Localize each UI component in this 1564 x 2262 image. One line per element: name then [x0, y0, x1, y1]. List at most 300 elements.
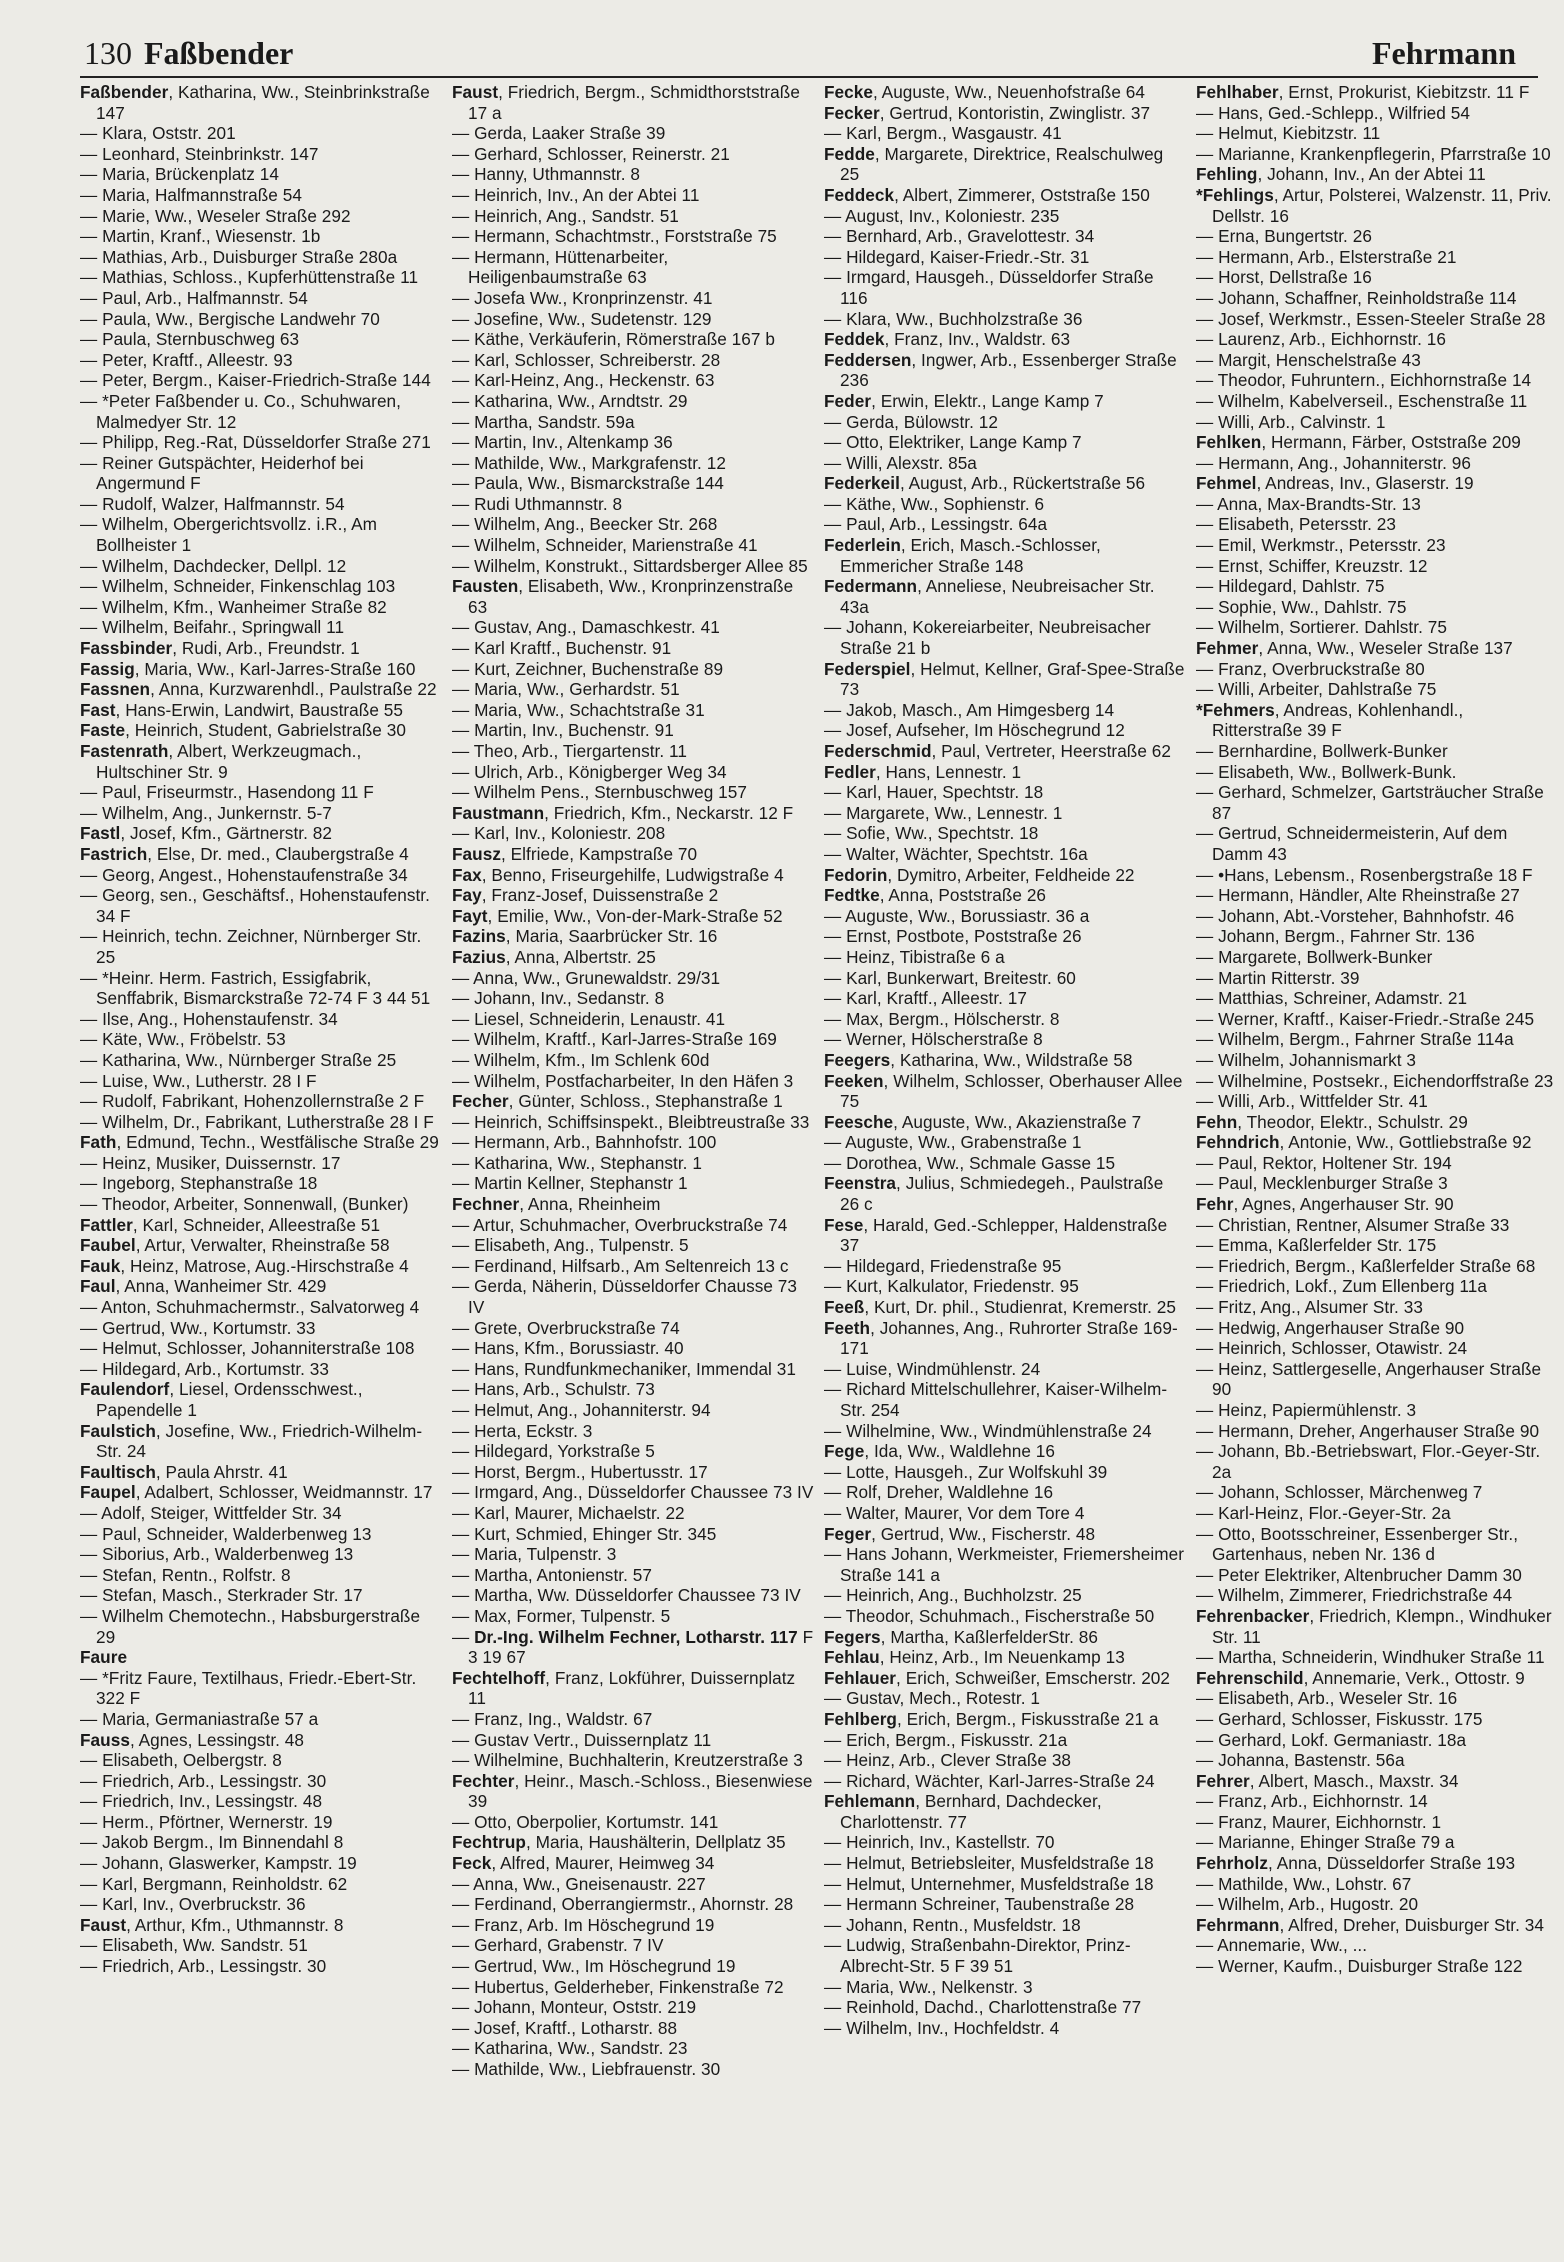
directory-entry: Fege, Ida, Ww., Waldlehne 16 — [824, 1441, 1056, 1462]
directory-entry: — Wilhelm, Sortierer. Dahlstr. 75 — [1196, 617, 1447, 638]
directory-entry: — Grete, Overbruckstraße 74 — [452, 1317, 680, 1338]
directory-entry: — Hedwig, Angerhauser Straße 90 — [1196, 1317, 1465, 1338]
directory-entry: — Laurenz, Arb., Eichhornstr. 16 — [1196, 329, 1446, 350]
directory-entry: — Katharina, Ww., Arndtstr. 29 — [452, 390, 688, 411]
directory-entry: Fast, Hans-Erwin, Landwirt, Baustraße 55 — [80, 699, 403, 720]
directory-entry: — Theodor, Arbeiter, Sonnenwall, (Bunker) — [80, 1194, 409, 1215]
directory-entry: — Gustav, Mech., Rotestr. 1 — [824, 1688, 1040, 1709]
directory-entry: — Johann, Schaffner, Reinholdstraße 114 — [1196, 287, 1517, 308]
directory-entry: — Franz, Arb., Eichhornstr. 14 — [1196, 1791, 1428, 1812]
directory-entry: Fauss, Agnes, Lessingstr. 48 — [80, 1729, 305, 1750]
directory-entry: Faulstich, Josefine, Ww., Friedrich-Wilhelm-Str. 24 — [80, 1420, 423, 1462]
directory-entry: — Emil, Werkmstr., Petersstr. 23 — [1196, 535, 1446, 556]
directory-entry: — Gerhard, Schlosser, Fiskusstr. 175 — [1196, 1708, 1483, 1729]
directory-entry: — Karl, Maurer, Michaelstr. 22 — [452, 1502, 685, 1523]
directory-entry: — Maria, Ww., Schachtstraße 31 — [452, 699, 705, 720]
directory-entry: — Gerda, Laaker Straße 39 — [452, 123, 666, 144]
directory-entry: — Heinz, Papiermühlenstr. 3 — [1196, 1400, 1417, 1420]
directory-entry: — Werner, Kaufm., Duisburger Straße 122 — [1196, 1956, 1523, 1977]
directory-entry: — Auguste, Ww., Grabenstraße 1 — [824, 1132, 1082, 1153]
directory-entry: — Maria, Halfmannstraße 54 — [80, 184, 302, 205]
directory-entry: Fehrenschild, Annemarie, Verk., Ottostr. 9 — [1196, 1667, 1525, 1688]
directory-entry: — Karl, Kraftf., Alleestr. 17 — [824, 988, 1028, 1009]
directory-entry: Fehmer, Anna, Ww., Weseler Straße 137 — [1196, 638, 1513, 659]
directory-entry: — Matthias, Schreiner, Adamstr. 21 — [1196, 988, 1468, 1009]
directory-entry: *Fehlings, Artur, Polsterei, Walzenstr. 11, Priv. Dellstr. 16 — [1196, 184, 1557, 226]
directory-entry: Fehr, Agnes, Angerhauser Str. 90 — [1196, 1194, 1454, 1215]
directory-entry: Feesche, Auguste, Ww., Akazienstraße 7 — [824, 1111, 1142, 1132]
directory-entry: — Willi, Arb., Calvinstr. 1 — [1196, 411, 1386, 432]
directory-entry: — Anna, Max-Brandts-Str. 13 — [1196, 493, 1421, 514]
directory-entry: — Elisabeth, Oelbergstr. 8 — [80, 1750, 282, 1771]
directory-entry: — Anton, Schuhmachermstr., Salvatorweg 4 — [80, 1297, 420, 1318]
directory-entry: Fehndrich, Antonie, Ww., Gottliebstraße 92 — [1196, 1132, 1532, 1153]
directory-entry: — Wilhelm, Zimmerer, Friedrichstraße 44 — [1196, 1585, 1513, 1606]
directory-entry: — Annemarie, Ww., ... — [1196, 1935, 1368, 1956]
directory-entry: — Maria, Brückenplatz 14 — [80, 164, 279, 185]
directory-entry: — Johann, Bb.-Betriebswart, Flor.-Geyer-Str. 2a — [1196, 1441, 1545, 1482]
directory-entry: Feder, Erwin, Elektr., Lange Kamp 7 — [824, 390, 1104, 411]
directory-entry: — Gerhard, Lokf. Germaniastr. 18a — [1196, 1729, 1467, 1750]
directory-entry: — Ilse, Ang., Hohenstaufenstr. 34 — [80, 1008, 338, 1029]
directory-entry: — Luise, Ww., Lutherstr. 28 I F — [80, 1070, 317, 1091]
directory-entry: — Theodor, Fuhruntern., Eichhornstraße 14 — [1196, 370, 1532, 391]
directory-entry: — Rudolf, Walzer, Halfmannstr. 54 — [80, 493, 345, 514]
directory-entry: — Hildegard, Arb., Kortumstr. 33 — [80, 1358, 330, 1379]
directory-entry: — Hermann, Arb., Bahnhofstr. 100 — [452, 1132, 717, 1153]
directory-entry: — Rudi Uthmannstr. 8 — [452, 493, 623, 514]
directory-entry: — Hermann, Schachtmstr., Forststraße 75 — [452, 226, 777, 247]
directory-entry: — Wilhelm, Bergm., Fahrner Straße 114a — [1196, 1029, 1514, 1050]
directory-entry: — Adolf, Steiger, Wittfelder Str. 34 — [80, 1502, 342, 1523]
directory-entry: — Heinrich, techn. Zeichner, Nürnberger Str. 25 — [80, 926, 427, 967]
directory-entry: — Franz, Arb. Im Höschegrund 19 — [452, 1914, 715, 1935]
directory-entry: Fausten, Elisabeth, Ww., Kronprinzenstraße 63 — [452, 576, 799, 617]
directory-entry: — Irmgard, Hausgeh., Düsseldorfer Straße 116 — [824, 267, 1159, 308]
directory-entry: — Johann, Rentn., Musfeldstr. 18 — [824, 1914, 1081, 1935]
directory-entry: — Friedrich, Inv., Lessingstr. 48 — [80, 1791, 323, 1812]
directory-entry: — Kurt, Zeichner, Buchenstraße 89 — [452, 658, 724, 679]
directory-entry: — Maria, Tulpenstr. 3 — [452, 1544, 617, 1565]
directory-entry: — Marie, Ww., Weseler Straße 292 — [80, 205, 351, 226]
directory-entry: Federlein, Erich, Masch.-Schlosser, Emmericher Straße 148 — [824, 535, 1106, 576]
directory-entry: — Dr.-Ing. Wilhelm Fechner, Lotharstr. 117 F 3 19 67 — [452, 1626, 818, 1668]
directory-entry: — Horst, Dellstraße 16 — [1196, 267, 1372, 288]
directory-entry: — Fritz, Ang., Alsumer Str. 33 — [1196, 1297, 1423, 1318]
directory-entry: Fehling, Johann, Inv., An der Abtei 11 — [1196, 164, 1486, 185]
directory-entry: — Helmut, Betriebsleiter, Musfeldstraße 18 — [824, 1853, 1154, 1874]
directory-entry: Fastl, Josef, Kfm., Gärtnerstr. 82 — [80, 823, 332, 844]
directory-entry: — Hildegard, Yorkstraße 5 — [452, 1441, 655, 1462]
directory-entry: — Hans Johann, Werkmeister, Friemersheimer Straße 141 a — [824, 1544, 1189, 1585]
directory-entry: — Gerhard, Schmelzer, Gartsträucher Straße 87 — [1196, 782, 1549, 823]
directory-entry: Fax, Benno, Friseurgehilfe, Ludwigstraße 4 — [452, 864, 784, 885]
directory-entry: — Wilhelmine, Buchhalterin, Kreutzerstraße 3 — [452, 1750, 803, 1771]
directory-entry: — Otto, Elektriker, Lange Kamp 7 — [824, 432, 1082, 453]
page-number: 130 — [84, 35, 132, 71]
directory-entry: — Johann, Kokereiarbeiter, Neubreisacher Straße 21 b — [824, 617, 1156, 659]
directory-entry: — Katharina, Ww., Sandstr. 23 — [452, 2038, 688, 2059]
directory-entry: — Theo, Arb., Tiergartenstr. 11 — [452, 741, 687, 761]
directory-entry: — Stefan, Masch., Sterkrader Str. 17 — [80, 1585, 363, 1606]
directory-entry: — Gustav, Ang., Damaschkestr. 41 — [452, 617, 720, 638]
directory-entry: — Georg, sen., Geschäftsf., Hohenstaufenstr. 34 F — [80, 885, 435, 926]
directory-entry: — Josefa Ww., Kronprinzenstr. 41 — [452, 287, 713, 308]
directory-entry: — Wilhelm, Dr., Fabrikant, Lutherstraße 28 I F — [80, 1111, 434, 1132]
directory-entry: — Friedrich, Arb., Lessingstr. 30 — [80, 1956, 327, 1977]
directory-entry: Fassbinder, Rudi, Arb., Freundstr. 1 — [80, 638, 360, 659]
directory-entry: — Otto, Bootsschreiner, Essenberger Str., Gartenhaus, neben Nr. 136 d — [1196, 1523, 1523, 1565]
directory-entry: — Ernst, Schiffer, Kreuzstr. 12 — [1196, 555, 1428, 576]
directory-entry: — Maria, Ww., Gerhardstr. 51 — [452, 679, 680, 700]
directory-entry: — Ludwig, Straßenbahn-Direktor, Prinz-Albrecht-Str. 5 F 39 51 — [824, 1935, 1131, 1977]
directory-entry: — Helmut, Ang., Johanniterstr. 94 — [452, 1400, 711, 1420]
directory-entry: — Hans, Ged.-Schlepp., Wilfried 54 — [1196, 102, 1470, 123]
directory-entry: Fastenrath, Albert, Werkzeugmach., Hultschiner Str. 9 — [80, 741, 367, 782]
directory-entry: — Martin Kellner, Stephanstr 1 — [452, 1173, 688, 1194]
directory-entry: — Käthe, Verkäuferin, Römerstraße 167 b — [452, 329, 775, 350]
directory-entry: — Sophie, Ww., Dahlstr. 75 — [1196, 596, 1407, 617]
directory-entry: — Wilhelm, Kfm., Wanheimer Straße 82 — [80, 596, 387, 617]
directory-entry: — Walter, Wächter, Spechtstr. 16a — [824, 843, 1088, 864]
column-1 — [80, 82, 442, 2080]
column-2 — [452, 82, 818, 2080]
directory-entry: — Hermann, Ang., Johanniterstr. 96 — [1196, 452, 1471, 473]
directory-entry: — Mathias, Arb., Duisburger Straße 280a — [80, 246, 398, 267]
directory-entry: Faultisch, Paula Ahrstr. 41 — [80, 1461, 288, 1482]
directory-entry: Feddeck, Albert, Zimmerer, Oststraße 150 — [824, 184, 1150, 205]
directory-entry: — Luise, Windmühlenstr. 24 — [824, 1358, 1041, 1379]
directory-entry: — Werner, Kraftf., Kaiser-Friedr.-Straße 245 — [1196, 1008, 1535, 1029]
directory-entry: Fecke, Auguste, Ww., Neuenhofstraße 64 — [824, 82, 1146, 102]
directory-entry: Fehrholz, Anna, Düsseldorfer Straße 193 — [1196, 1853, 1516, 1874]
directory-entry: — Karl-Heinz, Ang., Heckenstr. 63 — [452, 370, 715, 391]
directory-entry: Faßbender, Katharina, Ww., Steinbrinkstraße 147 — [80, 82, 435, 123]
directory-entry: — Paul, Schneider, Walderbenweg 13 — [80, 1523, 372, 1544]
directory-entry: Faupel, Adalbert, Schlosser, Weidmannstr. 17 — [80, 1482, 433, 1503]
directory-entry: — Klara, Ww., Buchholzstraße 36 — [824, 308, 1083, 329]
directory-entry: — Elisabeth, Ww., Bollwerk-Bunk. — [1196, 761, 1457, 782]
entry-columns — [36, 82, 1557, 2080]
directory-entry: — Käthe, Ww., Sophienstr. 6 — [824, 493, 1045, 514]
directory-entry: Fattler, Karl, Schneider, Alleestraße 51 — [80, 1214, 381, 1235]
directory-entry: — Wilhelmine, Postsekr., Eichendorffstraße 23 — [1196, 1070, 1554, 1091]
directory-entry: — Friedrich, Arb., Lessingstr. 30 — [80, 1770, 327, 1791]
directory-entry: — Martin, Kranf., Wiesenstr. 1b — [80, 226, 321, 247]
directory-entry: — Friedrich, Bergm., Kaßlerfelder Straße 68 — [1196, 1255, 1536, 1276]
directory-entry: — Gerda, Bülowstr. 12 — [824, 411, 998, 432]
directory-entry: — Paula, Sternbuschweg 63 — [80, 329, 300, 350]
directory-entry: — Hermann Schreiner, Taubenstraße 28 — [824, 1894, 1135, 1915]
directory-entry: *Fehmers, Andreas, Kohlenhandl., Ritterstraße 39 F — [1196, 699, 1469, 741]
directory-entry: — Heinrich, Ang., Sandstr. 51 — [452, 205, 679, 226]
directory-entry: — Johanna, Bastenstr. 56a — [1196, 1750, 1405, 1771]
directory-entry: Fechtelhoff, Franz, Lokführer, Duissernplatz 11 — [452, 1667, 801, 1709]
directory-entry: — Hans, Kfm., Borussiastr. 40 — [452, 1338, 684, 1359]
directory-entry: — Heinrich, Inv., An der Abtei 11 — [452, 184, 700, 205]
directory-entry: Fehlken, Hermann, Färber, Oststraße 209 — [1196, 432, 1521, 453]
directory-entry: — Paul, Arb., Lessingstr. 64a — [824, 514, 1048, 535]
directory-entry: Faulendorf, Liesel, Ordensschwest., Papendelle 1 — [80, 1379, 368, 1420]
directory-entry: Faul, Anna, Wanheimer Str. 429 — [80, 1276, 327, 1297]
directory-entry: — Mathilde, Ww., Liebfrauenstr. 30 — [452, 2059, 721, 2079]
directory-entry: — Wilhelm, Schneider, Marienstraße 41 — [452, 535, 758, 556]
directory-entry: Fegers, Martha, KaßlerfelderStr. 86 — [824, 1626, 1099, 1647]
column-4 — [1196, 82, 1558, 2080]
directory-entry: — Hildegard, Friedenstraße 95 — [824, 1255, 1062, 1276]
directory-entry: — Artur, Schuhmacher, Overbruckstraße 74 — [452, 1214, 788, 1235]
directory-entry: — Wilhelm Chemotechn., Habsburgerstraße 29 — [80, 1605, 425, 1647]
directory-entry: — Kurt, Schmied, Ehinger Str. 345 — [452, 1523, 717, 1544]
directory-entry: Fassig, Maria, Ww., Karl-Jarres-Straße 160 — [80, 658, 416, 679]
directory-entry: — Paul, Rektor, Holtener Str. 194 — [1196, 1152, 1452, 1173]
directory-entry: — Heinrich, Ang., Buchholzstr. 25 — [824, 1585, 1082, 1606]
directory-entry: Fedorin, Dymitro, Arbeiter, Feldheide 22 — [824, 864, 1135, 885]
directory-entry: — Martha, Ww. Düsseldorfer Chaussee 73 IV — [452, 1585, 801, 1606]
directory-entry: — Reiner Gutspächter, Heiderhof bei Angermund F — [80, 452, 368, 494]
directory-entry: Faure — [80, 1647, 128, 1668]
directory-entry: — *Fritz Faure, Textilhaus, Friedr.-Ebert-Str. 322 F — [80, 1667, 422, 1709]
directory-entry: — Heinz, Musiker, Duissernstr. 17 — [80, 1152, 341, 1173]
directory-entry: Feck, Alfred, Maurer, Heimweg 34 — [452, 1853, 715, 1874]
directory-entry: — Wilhelm, Johannismarkt 3 — [1196, 1049, 1417, 1070]
directory-entry: Fastrich, Else, Dr. med., Claubergstraße 4 — [80, 843, 409, 864]
directory-entry: — Kurt, Kalkulator, Friedenstr. 95 — [824, 1276, 1079, 1297]
directory-entry: — Wilhelm, Postfacharbeiter, In den Häfen 3 — [452, 1070, 794, 1091]
directory-entry: — Johann, Inv., Sedanstr. 8 — [452, 988, 665, 1009]
directory-entry: — Rudolf, Fabrikant, Hohenzollernstraße 2 F — [80, 1091, 425, 1112]
directory-entry: Fehlauer, Erich, Schweißer, Emscherstr. 202 — [824, 1667, 1171, 1688]
directory-entry: Fehrmann, Alfred, Dreher, Duisburger Str. 34 — [1196, 1914, 1544, 1935]
directory-entry: — Heinz, Tibistraße 6 a — [824, 946, 1005, 967]
directory-entry: Feegers, Katharina, Ww., Wildstraße 58 — [824, 1049, 1133, 1070]
directory-entry: Faust, Arthur, Kfm., Uthmannstr. 8 — [80, 1914, 344, 1935]
directory-entry: — Karl, Inv., Koloniestr. 208 — [452, 823, 666, 844]
directory-entry: Fehn, Theodor, Elektr., Schulstr. 29 — [1196, 1111, 1468, 1132]
directory-entry: — Hanny, Uthmannstr. 8 — [452, 164, 641, 185]
directory-entry: — Martha, Antonienstr. 57 — [452, 1564, 652, 1585]
directory-entry: — Heinz, Sattlergeselle, Angerhauser Straße 90 — [1196, 1358, 1546, 1400]
directory-entry: Fayt, Emilie, Ww., Von-der-Mark-Straße 52 — [452, 905, 783, 926]
directory-entry: Fedler, Hans, Lennestr. 1 — [824, 761, 1022, 782]
directory-entry: — Anna, Ww., Gneisenaustr. 227 — [452, 1873, 706, 1894]
directory-entry: — Hildegard, Kaiser-Friedr.-Str. 31 — [824, 246, 1090, 267]
directory-entry: Feeth, Johannes, Ang., Ruhrorter Straße 169-171 — [824, 1317, 1178, 1359]
directory-entry: — Franz, Overbruckstraße 80 — [1196, 658, 1425, 679]
directory-entry: — Martin Ritterstr. 39 — [1196, 967, 1360, 988]
directory-entry: — Heinz, Arb., Clever Straße 38 — [824, 1750, 1072, 1771]
directory-entry: — Paula, Ww., Bergische Landwehr 70 — [80, 308, 380, 329]
directory-entry: Fechner, Anna, Rheinheim — [452, 1194, 661, 1215]
directory-entry: Federmann, Anneliese, Neubreisacher Str. 43a — [824, 576, 1160, 617]
directory-entry: — Josef, Aufseher, Im Höschegrund 12 — [824, 720, 1125, 741]
directory-entry: Fese, Harald, Ged.-Schlepper, Haldenstraße 37 — [824, 1214, 1173, 1256]
directory-entry: — Ingeborg, Stephanstraße 18 — [80, 1173, 318, 1194]
directory-entry: Fechter, Heinr., Masch.-Schloss., Biesenwiese 39 — [452, 1770, 818, 1812]
directory-entry: — Helmut, Unternehmer, Musfeldstraße 18 — [824, 1873, 1154, 1894]
directory-entry: — •Hans, Lebensm., Rosenbergstraße 18 F — [1196, 864, 1533, 885]
directory-entry: — Hans, Rundfunkmechaniker, Immendal 31 — [452, 1358, 796, 1379]
directory-entry: Federkeil, August, Arb., Rückertstraße 56 — [824, 473, 1146, 494]
directory-entry: — Ferdinand, Hilfsarb., Am Seltenreich 13 c — [452, 1255, 789, 1276]
directory-entry: — Willi, Arb., Wittfelder Str. 41 — [1196, 1091, 1428, 1112]
directory-entry: — Heinrich, Inv., Kastellstr. 70 — [824, 1832, 1055, 1853]
directory-entry: — Wilhelm, Inv., Hochfeldstr. 4 — [824, 2017, 1060, 2038]
directory-entry: — Peter, Kraftf., Alleestr. 93 — [80, 349, 293, 370]
directory-entry: — Wilhelm, Arb., Hugostr. 20 — [1196, 1894, 1419, 1915]
directory-entry: — Hermann, Arb., Elsterstraße 21 — [1196, 246, 1457, 267]
directory-entry: — Leonhard, Steinbrinkstr. 147 — [80, 143, 319, 164]
directory-entry: — Karl Kraftf., Buchenstr. 91 — [452, 638, 672, 659]
directory-entry: Fehlemann, Bernhard, Dachdecker, Charlottenstr. 77 — [824, 1791, 1107, 1832]
directory-entry: — Herta, Eckstr. 3 — [452, 1420, 593, 1441]
directory-entry: Feddersen, Ingwer, Arb., Essenberger Straße 236 — [824, 349, 1182, 391]
directory-entry: — Walter, Maurer, Vor dem Tore 4 — [824, 1502, 1085, 1523]
directory-entry: — Theodor, Schuhmach., Fischerstraße 50 — [824, 1605, 1155, 1626]
directory-entry: — Johann, Glaswerker, Kampstr. 19 — [80, 1853, 357, 1874]
directory-entry: — Martin, Inv., Altenkamp 36 — [452, 432, 673, 453]
directory-entry: — Sofie, Ww., Spechtstr. 18 — [824, 823, 1039, 844]
directory-entry: — Elisabeth, Petersstr. 23 — [1196, 514, 1397, 535]
directory-entry: — Elisabeth, Ang., Tulpenstr. 5 — [452, 1235, 689, 1256]
directory-entry: — Franz, Ing., Waldstr. 67 — [452, 1708, 653, 1729]
directory-entry: Federschmid, Paul, Vertreter, Heerstraße 62 — [824, 741, 1172, 761]
directory-entry: Fay, Franz-Josef, Duissenstraße 2 — [452, 885, 719, 906]
directory-entry: — Otto, Oberpolier, Kortumstr. 141 — [452, 1811, 719, 1832]
directory-entry: Fecker, Gertrud, Kontoristin, Zwinglistr. 37 — [824, 102, 1151, 123]
directory-entry: — Karl, Schlosser, Schreiberstr. 28 — [452, 349, 721, 370]
directory-entry: — Helmut, Kiebitzstr. 11 — [1196, 123, 1381, 144]
directory-entry: — Josef, Werkmstr., Essen-Steeler Straße 28 — [1196, 308, 1546, 329]
directory-entry: — Elisabeth, Ww. Sandstr. 51 — [80, 1935, 308, 1956]
directory-entry: — Helmut, Schlosser, Johanniterstraße 108 — [80, 1338, 415, 1359]
directory-entry: — Lotte, Hausgeh., Zur Wolfskuhl 39 — [824, 1461, 1108, 1482]
directory-entry: — Martha, Schneiderin, Windhuker Straße 11 — [1196, 1647, 1545, 1668]
directory-entry: Fecher, Günter, Schloss., Stephanstraße 1 — [452, 1091, 783, 1112]
directory-entry: — Paul, Mecklenburger Straße 3 — [1196, 1173, 1448, 1194]
directory-entry: — Dorothea, Ww., Schmale Gasse 15 — [824, 1152, 1116, 1173]
directory-entry: — Philipp, Reg.-Rat, Düsseldorfer Straße 271 — [80, 432, 431, 453]
directory-entry: — Wilhelm, Schneider, Finkenschlag 103 — [80, 576, 396, 597]
directory-entry: — Willi, Arbeiter, Dahlstraße 75 — [1196, 679, 1437, 700]
directory-entry: — Wilhelm, Ang., Junkernstr. 5-7 — [80, 802, 332, 823]
directory-entry: — Marianne, Ehinger Straße 79 a — [1196, 1832, 1455, 1853]
directory-entry: Faubel, Artur, Verwalter, Rheinstraße 58 — [80, 1235, 390, 1256]
directory-entry: Fassnen, Anna, Kurzwarenhdl., Paulstraße 22 — [80, 679, 437, 700]
directory-entry: — Gertrud, Ww., Kortumstr. 33 — [80, 1317, 316, 1338]
directory-entry: — Johann, Monteur, Oststr. 219 — [452, 1997, 697, 2018]
directory-entry: — Hermann, Dreher, Angerhauser Straße 90 — [1196, 1420, 1540, 1441]
directory-entry: — Karl, Hauer, Spechtstr. 18 — [824, 782, 1044, 803]
directory-entry: — *Heinr. Herm. Fastrich, Essigfabrik, Senffabrik, Bismarckstraße 72-74 F 3 44 51 — [80, 967, 431, 1009]
directory-entry: — Gertrud, Ww., Im Höschegrund 19 — [452, 1956, 736, 1977]
directory-entry: — Max, Bergm., Hölscherstr. 8 — [824, 1008, 1060, 1029]
directory-entry: — Wilhelm, Ang., Beecker Str. 268 — [452, 514, 718, 535]
directory-entry: — Paul, Arb., Halfmannstr. 54 — [80, 287, 308, 308]
directory-entry: — Elisabeth, Arb., Weseler Str. 16 — [1196, 1688, 1458, 1709]
directory-entry: — Wilhelm, Kraftf., Karl-Jarres-Straße 169 — [452, 1029, 777, 1050]
directory-entry: — Horst, Bergm., Hubertusstr. 17 — [452, 1461, 708, 1482]
directory-entry: — Gerhard, Grabenstr. 7 IV — [452, 1935, 664, 1956]
directory-entry: — Hildegard, Dahlstr. 75 — [1196, 576, 1385, 597]
directory-entry: — Anna, Ww., Grunewaldstr. 29/31 — [452, 967, 721, 988]
directory-entry: — Margit, Henschelstraße 43 — [1196, 349, 1421, 370]
directory-entry: — Wilhelmine, Ww., Windmühlenstraße 24 — [824, 1420, 1152, 1441]
header-last-entry: Fehrmann — [1372, 35, 1516, 71]
directory-entry: — Auguste, Ww., Borussiastr. 36 a — [824, 905, 1090, 926]
directory-entry: Fedtke, Anna, Poststraße 26 — [824, 885, 1047, 906]
directory-entry: Feeken, Wilhelm, Schlosser, Oberhauser Allee 75 — [824, 1070, 1188, 1112]
directory-entry: — Klara, Oststr. 201 — [80, 123, 236, 144]
directory-entry: — Emma, Kaßlerfelder Str. 175 — [1196, 1235, 1437, 1256]
directory-entry: — Erna, Bungertstr. 26 — [1196, 226, 1372, 247]
directory-entry: — Gertrud, Schneidermeisterin, Auf dem Damm 43 — [1196, 823, 1513, 864]
directory-entry: — Jakob, Masch., Am Himgesberg 14 — [824, 699, 1115, 720]
directory-entry: — Martin, Inv., Buchenstr. 91 — [452, 720, 674, 741]
directory-entry: — Johann, Schlosser, Märchenweg 7 — [1196, 1482, 1483, 1503]
directory-entry: Fehmel, Andreas, Inv., Glaserstr. 19 — [1196, 473, 1474, 494]
directory-entry: — Margarete, Ww., Lennestr. 1 — [824, 802, 1063, 823]
directory-entry: — Wilhelm, Kabelverseil., Eschenstraße 11 — [1196, 390, 1528, 411]
directory-entry: — Rolf, Dreher, Waldlehne 16 — [824, 1482, 1054, 1503]
directory-entry: — *Peter Faßbender u. Co., Schuhwaren, Malmedyer Str. 12 — [80, 390, 406, 432]
directory-entry: Fazins, Maria, Saarbrücker Str. 16 — [452, 926, 718, 947]
directory-entry: Faust, Friedrich, Bergm., Schmidthorststraße 17 a — [452, 82, 805, 123]
directory-entry: — Gerda, Näherin, Düsseldorfer Chausse 73 IV — [452, 1276, 802, 1318]
directory-entry: — Ferdinand, Oberrangiermstr., Ahornstr. 28 — [452, 1894, 794, 1915]
directory-entry: — Siborius, Arb., Walderbenweg 13 — [80, 1544, 354, 1565]
directory-entry: — Willi, Alexstr. 85a — [824, 452, 977, 473]
directory-entry: — Mathias, Schloss., Kupferhüttenstraße 11 — [80, 267, 419, 288]
directory-entry: — Josef, Kraftf., Lotharstr. 88 — [452, 2017, 678, 2038]
directory-entry: Fehrer, Albert, Masch., Maxstr. 34 — [1196, 1770, 1459, 1791]
directory-entry: — Heinrich, Schiffsinspekt., Bleibtreustraße 33 — [452, 1111, 810, 1132]
directory-entry: — Heinrich, Schlosser, Otawistr. 24 — [1196, 1338, 1468, 1359]
directory-entry: Fath, Edmund, Techn., Westfälische Straße 29 — [80, 1132, 439, 1153]
directory-entry: — Paul, Friseurmstr., Hasendong 11 F — [80, 782, 374, 803]
directory-entry: Fazius, Anna, Albertstr. 25 — [452, 946, 656, 967]
directory-entry: Feeß, Kurt, Dr. phil., Studienrat, Kremerstr. 25 — [824, 1297, 1177, 1318]
directory-entry: — Katharina, Ww., Stephanstr. 1 — [452, 1152, 702, 1173]
directory-entry: — Paula, Ww., Bismarckstraße 144 — [452, 473, 724, 494]
directory-entry: Fehlau, Heinz, Arb., Im Neuenkamp 13 — [824, 1647, 1125, 1668]
directory-entry: — Reinhold, Dachd., Charlottenstraße 77 — [824, 1997, 1142, 2018]
directory-entry: — Josefine, Ww., Sudetenstr. 129 — [452, 308, 712, 329]
directory-entry: — Hubertus, Gelderheber, Finkenstraße 72 — [452, 1976, 784, 1997]
directory-entry: Fauk, Heinz, Matrose, Aug.-Hirschstraße 4 — [80, 1255, 409, 1276]
directory-entry: — Peter Elektriker, Altenbrucher Damm 30 — [1196, 1564, 1522, 1585]
directory-entry: — Max, Former, Tulpenstr. 5 — [452, 1605, 671, 1626]
directory-entry: — Erich, Bergm., Fiskusstr. 21a — [824, 1729, 1068, 1750]
directory-entry: — Richard, Wächter, Karl-Jarres-Straße 24 — [824, 1770, 1155, 1791]
directory-entry: Feddek, Franz, Inv., Waldstr. 63 — [824, 329, 1071, 350]
directory-entry: Fehlberg, Erich, Bergm., Fiskusstraße 21 a — [824, 1708, 1159, 1729]
directory-entry: — Friedrich, Lokf., Zum Ellenberg 11a — [1196, 1276, 1487, 1297]
directory-entry: — Jakob Bergm., Im Binnendahl 8 — [80, 1832, 344, 1853]
directory-entry: — Peter, Bergm., Kaiser-Friedrich-Straße 144 — [80, 370, 431, 391]
directory-entry: — Gustav Vertr., Duissernplatz 11 — [452, 1729, 712, 1750]
directory-entry: — Johann, Bergm., Fahrner Str. 136 — [1196, 926, 1475, 947]
directory-entry: — Wilhelm, Obergerichtsvollz. i.R., Am Bollheister 1 — [80, 514, 382, 556]
directory-entry: — Katharina, Ww., Nürnberger Straße 25 — [80, 1049, 397, 1070]
directory-entry: — Wilhelm, Kfm., Im Schlenk 60d — [452, 1049, 710, 1070]
directory-entry: — August, Inv., Koloniestr. 235 — [824, 205, 1060, 226]
column-3 — [824, 82, 1190, 2080]
directory-entry: Fausz, Elfriede, Kampstraße 70 — [452, 843, 698, 864]
directory-entry: Feenstra, Julius, Schmiedegeh., Paulstraße 26 c — [824, 1173, 1169, 1215]
directory-entry: — Herm., Pförtner, Wernerstr. 19 — [80, 1811, 333, 1832]
directory-entry: — Margarete, Bollwerk-Bunker — [1196, 946, 1433, 967]
